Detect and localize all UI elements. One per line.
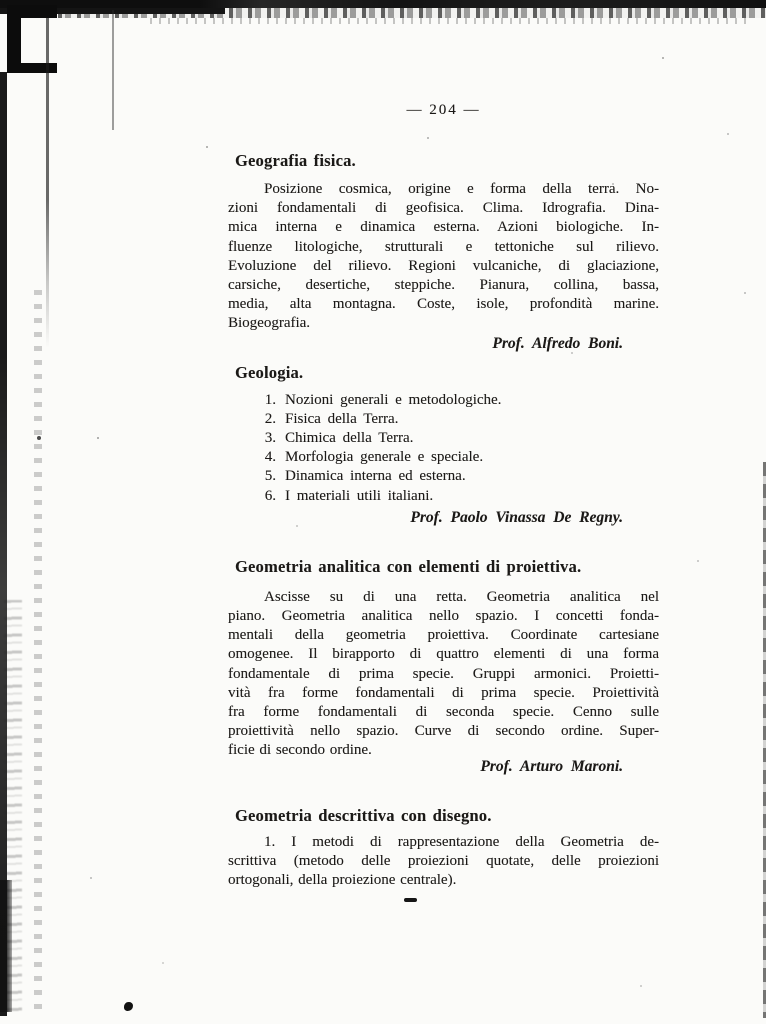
item-text: Morfologia generale e speciale. xyxy=(285,449,484,466)
item-number: 5. xyxy=(264,468,276,485)
list-item xyxy=(262,448,659,467)
item-number: 4. xyxy=(264,449,276,466)
scan-artifact-vertical-line-short xyxy=(112,10,114,130)
section-heading: Geometria descrittiva con disegno. xyxy=(235,805,492,825)
scan-artifact-left-fuzz xyxy=(4,600,22,1012)
paragraph-line: zioni fondamentali di geofisica. Clima. Idrografia. Dina- xyxy=(228,200,659,217)
item-text: Dinamica interna ed esterna. xyxy=(285,468,466,485)
paragraph-line: carsiche, desertiche, steppiche. Pianura, collina, bassa, xyxy=(228,277,659,294)
page-number: — 204 — xyxy=(406,102,481,118)
paragraph-line: Ascisse su di una retta. Geometria analitica nel xyxy=(264,588,659,605)
section-geografia-fisica xyxy=(228,151,659,353)
course-list xyxy=(262,391,659,506)
paragraph-line: proiettività nello spazio. Curve di secondo ordine. Super- xyxy=(228,723,659,740)
section-heading: Geometria analitica con elementi di proiettiva. xyxy=(235,556,582,576)
paragraph-line: media, alta montagna. Coste, isole, profondità marine. xyxy=(228,296,659,313)
item-text: Fisica della Terra. xyxy=(285,410,399,427)
professor-signature: Prof. Paolo Vinassa De Regny. xyxy=(410,508,623,526)
item-text: I materiali utili italiani. xyxy=(285,487,434,504)
paragraph-line: fra forme fondamentali di seconda specie. Cenno sulle xyxy=(228,704,659,721)
professor-signature: Prof. Arturo Maroni. xyxy=(480,757,623,775)
paragraph-line: fluenze litologiche, strutturali e tettoniche sul rilievo. xyxy=(228,238,659,255)
section-geometria-analitica xyxy=(228,557,659,776)
section-heading: Geografia fisica. xyxy=(235,151,356,170)
paragraph-line: mica interna e dinamica esterna. Azioni biologiche. In- xyxy=(228,219,659,236)
paragraph-line: Evoluzione del rilievo. Regioni vulcaniche, di glaciazione, xyxy=(228,257,659,274)
scan-artifact-ink-dot xyxy=(124,1002,133,1011)
paragraph xyxy=(228,588,659,761)
item-number: 3. xyxy=(264,430,276,447)
section-geologia xyxy=(228,363,659,527)
paragraph-line: ortogonali, della proiezione centrale). xyxy=(228,872,457,889)
end-of-text-dash xyxy=(404,898,417,902)
scan-artifact-left-edge xyxy=(0,72,7,1016)
paragraph xyxy=(228,180,659,334)
paragraph-line: fondamentale di prima specie. Gruppi armonici. Proietti- xyxy=(228,665,659,682)
paragraph-line: piano. Geometria analitica nello spazio. I concetti fonda- xyxy=(228,608,659,625)
item-text: Nozioni generali e metodologiche. xyxy=(285,391,502,408)
paragraph-line: ficie di secondo ordine. xyxy=(228,742,372,759)
item-number: 6. xyxy=(264,487,276,504)
paragraph-line: 1. I metodi di rappresentazione della Geometria de- xyxy=(264,833,659,850)
list-item xyxy=(262,467,659,486)
list-item xyxy=(262,410,659,429)
paragraph-line: vità fra forme fondamentali di prima specie. Proiettività xyxy=(228,684,659,701)
paragraph xyxy=(228,833,659,891)
scan-artifact-specks xyxy=(0,0,2,2)
item-number: 1. xyxy=(264,391,276,408)
paragraph-line: Posizione cosmica, origine e forma della terra. No- xyxy=(264,181,659,197)
item-text: Chimica della Terra. xyxy=(285,430,414,447)
list-item xyxy=(262,487,659,506)
scan-artifact-top-edge-left xyxy=(0,8,225,14)
list-item xyxy=(262,429,659,448)
professor-signature: Prof. Alfredo Boni. xyxy=(492,334,623,352)
scan-artifact-left-blob xyxy=(0,880,12,1012)
scan-artifact-left-streaks xyxy=(34,290,42,1010)
scan-artifact-corner-bracket xyxy=(7,5,57,73)
text-column xyxy=(228,0,659,902)
section-heading: Geologia. xyxy=(235,362,304,382)
paragraph-line: omogenee. Il birapporto di quattro elementi di una forma xyxy=(228,646,659,663)
paragraph-line: mentali della geometria proiettiva. Coordinate cartesiane xyxy=(228,627,659,644)
paragraph-line: scrittiva (metodo delle proiezioni quotate, delle proiezioni xyxy=(228,852,659,869)
scan-artifact-vertical-line xyxy=(46,18,49,348)
section-geometria-descrittiva xyxy=(228,806,659,903)
list-item xyxy=(262,391,659,410)
paragraph-line: Biogeografia. xyxy=(228,315,311,332)
item-number: 2. xyxy=(264,410,276,427)
